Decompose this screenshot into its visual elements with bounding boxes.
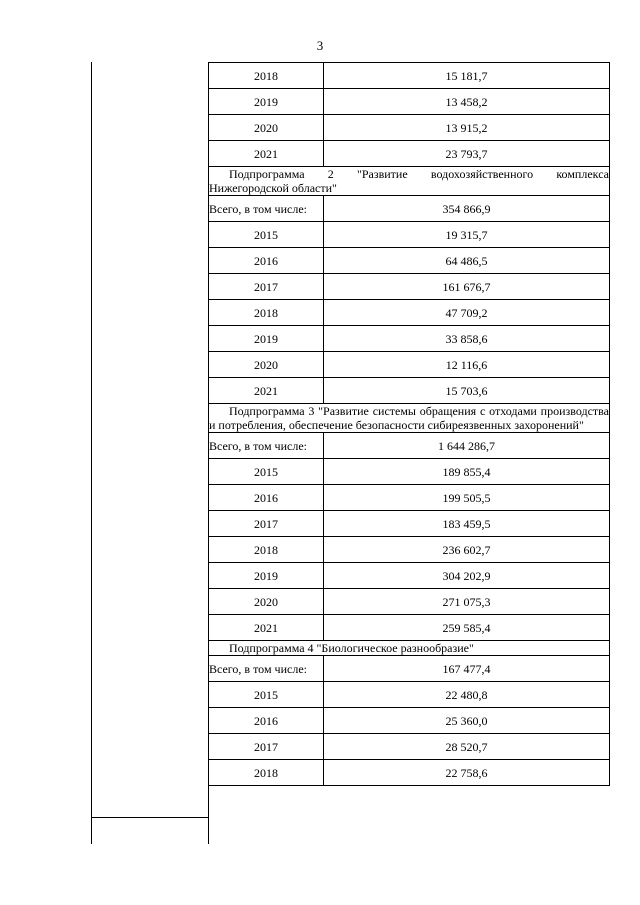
financing-table-body	[209, 63, 610, 786]
year-cell: 2018	[209, 760, 324, 786]
amount-cell: 13 458,2	[324, 89, 610, 115]
year-cell: 2019	[209, 563, 324, 589]
year-cell: 2019	[209, 326, 324, 352]
year-row	[209, 378, 610, 404]
year-cell: 2019	[209, 89, 324, 115]
year-row	[209, 682, 610, 708]
year-row	[209, 352, 610, 378]
year-row	[209, 63, 610, 89]
amount-cell: 22 480,8	[324, 682, 610, 708]
amount-cell: 22 758,6	[324, 760, 610, 786]
year-row	[209, 760, 610, 786]
amount-cell: 183 459,5	[324, 511, 610, 537]
amount-cell: 304 202,9	[324, 563, 610, 589]
amount-cell: 259 585,4	[324, 615, 610, 641]
year-cell: 2020	[209, 352, 324, 378]
year-cell: 2020	[209, 589, 324, 615]
year-row	[209, 274, 610, 300]
year-cell: 2018	[209, 537, 324, 563]
amount-cell: 23 793,7	[324, 141, 610, 167]
year-cell: 2018	[209, 63, 324, 89]
subprogram-title-text: Подпрограмма 4 "Биологическое разнообразие"	[229, 641, 474, 655]
total-row	[209, 433, 610, 459]
year-cell: 2017	[209, 511, 324, 537]
year-row	[209, 300, 610, 326]
amount-cell: 167 477,4	[324, 656, 610, 682]
amount-cell: 15 181,7	[324, 63, 610, 89]
amount-cell: 236 602,7	[324, 537, 610, 563]
amount-cell: 64 486,5	[324, 248, 610, 274]
amount-cell: 354 866,9	[324, 196, 610, 222]
year-row	[209, 485, 610, 511]
year-cell: 2016	[209, 485, 324, 511]
subprogram-title	[209, 404, 610, 433]
year-row	[209, 141, 610, 167]
year-cell: 2018	[209, 300, 324, 326]
year-cell: 2020	[209, 115, 324, 141]
amount-cell: 189 855,4	[324, 459, 610, 485]
total-row	[209, 196, 610, 222]
amount-cell: 161 676,7	[324, 274, 610, 300]
amount-cell: 19 315,7	[324, 222, 610, 248]
amount-cell: 271 075,3	[324, 589, 610, 615]
year-row	[209, 326, 610, 352]
year-row	[209, 511, 610, 537]
subprogram-title-text: Подпрограмма 2 "Развитие водохозяйственного комплекса Нижегородской области"	[209, 167, 609, 195]
year-row	[209, 459, 610, 485]
year-row	[209, 708, 610, 734]
outer-left-border	[91, 62, 92, 844]
financing-table	[208, 62, 610, 786]
year-row	[209, 248, 610, 274]
year-cell: 2015	[209, 682, 324, 708]
year-cell: 2021	[209, 615, 324, 641]
subprogram-title-text: Подпрограмма 3 "Развитие системы обращения с отходами производства и потребления, обеспечение безопасности сибиреязвенных захоронений"	[209, 404, 609, 432]
year-cell: 2021	[209, 141, 324, 167]
year-cell: 2017	[209, 734, 324, 760]
total-label: Всего, в том числе:	[209, 196, 324, 222]
year-row	[209, 537, 610, 563]
amount-cell: 1 644 286,7	[324, 433, 610, 459]
year-row	[209, 589, 610, 615]
year-row	[209, 563, 610, 589]
year-row	[209, 222, 610, 248]
year-row	[209, 89, 610, 115]
amount-cell: 33 858,6	[324, 326, 610, 352]
amount-cell: 47 709,2	[324, 300, 610, 326]
page-number: 3	[316, 38, 324, 53]
year-cell: 2016	[209, 708, 324, 734]
amount-cell: 25 360,0	[324, 708, 610, 734]
amount-cell: 12 116,6	[324, 352, 610, 378]
year-cell: 2015	[209, 222, 324, 248]
total-label: Всего, в том числе:	[209, 433, 324, 459]
year-cell: 2015	[209, 459, 324, 485]
subprogram-title	[209, 167, 610, 196]
amount-cell: 13 915,2	[324, 115, 610, 141]
year-row	[209, 115, 610, 141]
total-row	[209, 656, 610, 682]
year-cell: 2016	[209, 248, 324, 274]
subprogram-heading-row	[209, 404, 610, 433]
amount-cell: 199 505,5	[324, 485, 610, 511]
total-label: Всего, в том числе:	[209, 656, 324, 682]
subprogram-heading-row	[209, 167, 610, 196]
amount-cell: 15 703,6	[324, 378, 610, 404]
year-cell: 2017	[209, 274, 324, 300]
left-row-separator	[91, 817, 209, 818]
subprogram-heading-row	[209, 641, 610, 656]
amount-cell: 28 520,7	[324, 734, 610, 760]
subprogram-title	[209, 641, 610, 656]
year-row	[209, 734, 610, 760]
year-cell: 2021	[209, 378, 324, 404]
year-row	[209, 615, 610, 641]
